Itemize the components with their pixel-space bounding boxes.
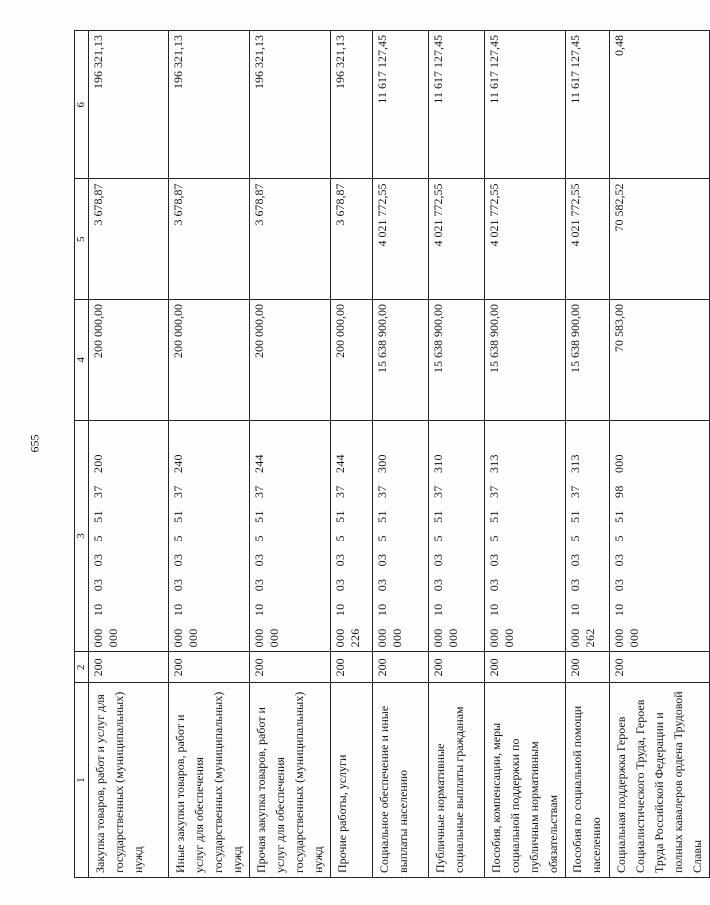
row-remaining-amount: 196 321,13 (169, 31, 250, 179)
row-classification-code: 000 10 03 03 5 51 98 000 000 (610, 420, 710, 652)
column-header: 3 (75, 420, 89, 652)
row-admin-code: 200 (250, 652, 331, 683)
row-planned-amount: 200 000,00 (250, 299, 331, 420)
row-planned-amount: 15 638 900,00 (566, 299, 610, 420)
row-admin-code: 200 (331, 652, 373, 683)
row-planned-amount: 15 638 900,00 (373, 299, 429, 420)
row-classification-code: 000 10 03 03 5 51 37 300 000 (373, 420, 429, 652)
row-planned-amount: 200 000,00 (89, 299, 169, 420)
row-classification-code: 000 10 03 03 5 51 37 244 000 (250, 420, 331, 652)
row-remaining-amount: 11 617 127,45 (566, 31, 610, 179)
row-executed-amount: 3 678,87 (331, 179, 373, 300)
page-number: 655 (27, 434, 42, 453)
row-admin-code: 200 (429, 652, 485, 683)
row-admin-code: 200 (566, 652, 610, 683)
row-remaining-amount: 196 321,13 (331, 31, 373, 179)
row-name: Закупка товаров, работ и услуг для государственных (муниципальных) нужд (89, 683, 169, 878)
row-planned-amount: 70 583,00 (610, 299, 710, 420)
budget-table (74, 30, 710, 878)
column-header: 1 (75, 683, 89, 878)
row-planned-amount: 15 638 900,00 (429, 299, 485, 420)
row-remaining-amount: 196 321,13 (89, 31, 169, 179)
row-name: Пособия, компенсации, меры социальной поддержки по публичным нормативным обязательствам (485, 683, 566, 878)
row-remaining-amount: 11 617 127,45 (429, 31, 485, 179)
row-planned-amount: 200 000,00 (331, 299, 373, 420)
row-name: Прочая закупка товаров, работ и услуг для обеспечения государственных (муниципальных) нужд (250, 683, 331, 878)
row-classification-code: 000 10 03 03 5 51 37 313 262 (566, 420, 610, 652)
row-admin-code: 200 (373, 652, 429, 683)
row-name: Публичные нормативные социальные выплаты гражданам (429, 683, 485, 878)
row-executed-amount: 4 021 772,55 (485, 179, 566, 300)
column-header: 6 (75, 31, 89, 179)
row-name: Социальная поддержка Героев Социалистического Труда, Героев Труда Российской Федерации и полных кавалеров ордена Трудовой Славы (610, 683, 710, 878)
row-remaining-amount: 0,48 (610, 31, 710, 179)
table-row (250, 31, 331, 878)
row-name: Иные закупки товаров, работ и услуг для обеспечения государственных (муниципальных) нужд (169, 683, 250, 878)
row-name: Прочие работы, услуги (331, 683, 373, 878)
column-header: 4 (75, 299, 89, 420)
row-admin-code: 200 (89, 652, 169, 683)
rotated-table-frame (74, 30, 704, 878)
row-classification-code: 000 10 03 03 5 51 37 244 226 (331, 420, 373, 652)
table-row (566, 31, 610, 878)
row-remaining-amount: 11 617 127,45 (373, 31, 429, 179)
row-admin-code: 200 (485, 652, 566, 683)
table-row (331, 31, 373, 878)
row-admin-code: 200 (610, 652, 710, 683)
row-executed-amount: 3 678,87 (169, 179, 250, 300)
table-row (89, 31, 169, 878)
row-remaining-amount: 196 321,13 (250, 31, 331, 179)
row-executed-amount: 4 021 772,55 (373, 179, 429, 300)
row-admin-code: 200 (169, 652, 250, 683)
row-classification-code: 000 10 03 03 5 51 37 200 000 (89, 420, 169, 652)
row-name: Социальное обеспечение и иные выплаты населению (373, 683, 429, 878)
table-row (373, 31, 429, 878)
table-row (169, 31, 250, 878)
row-executed-amount: 70 582,52 (610, 179, 710, 300)
column-number-row (75, 31, 89, 878)
table-row (429, 31, 485, 878)
row-planned-amount: 200 000,00 (169, 299, 250, 420)
row-classification-code: 000 10 03 03 5 51 37 240 000 (169, 420, 250, 652)
row-classification-code: 000 10 03 03 5 51 37 310 000 (429, 420, 485, 652)
row-executed-amount: 3 678,87 (250, 179, 331, 300)
row-planned-amount: 15 638 900,00 (485, 299, 566, 420)
row-executed-amount: 4 021 772,55 (566, 179, 610, 300)
row-name: Пособия по социальной помощи населению (566, 683, 610, 878)
row-classification-code: 000 10 03 03 5 51 37 313 000 (485, 420, 566, 652)
column-header: 2 (75, 652, 89, 683)
row-executed-amount: 4 021 772,55 (429, 179, 485, 300)
row-remaining-amount: 11 617 127,45 (485, 31, 566, 179)
row-executed-amount: 3 678,87 (89, 179, 169, 300)
table-row (485, 31, 566, 878)
column-header: 5 (75, 179, 89, 300)
table-row (610, 31, 710, 878)
